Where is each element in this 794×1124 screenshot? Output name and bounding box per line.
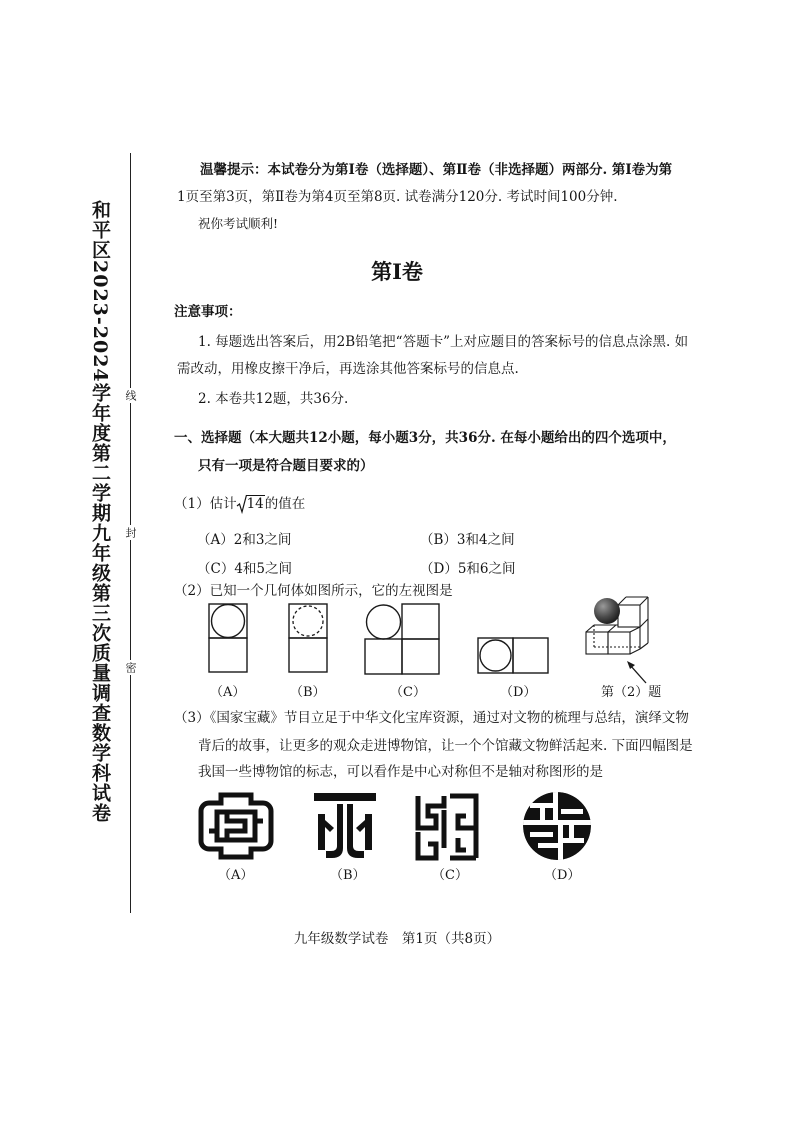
- notice-item-2: 2. 本卷共12题，共36分.: [198, 391, 349, 407]
- tip-line-1: 温馨提示：本试卷分为第Ⅰ卷（选择题）、第Ⅱ卷（非选择题）两部分. 第Ⅰ卷为第: [200, 162, 673, 178]
- q3-label-c: （C）: [432, 868, 468, 883]
- q2-stem: （2）已知一个几何体如图所示，它的左视图是: [174, 583, 453, 599]
- notice-item-1-line-1: 1. 每题选出答案后，用2B铅笔把“答题卡”上对应题目的答案标号的信息点涂黑. 如: [198, 334, 689, 350]
- q1-stem: [174, 494, 305, 514]
- q3-line-3: 我国一些博物馆的标志，可以看作是中心对称但不是轴对称图形的是: [198, 764, 603, 780]
- page-footer: 九年级数学试卷 第1页（共8页）: [293, 931, 501, 947]
- q2-view-d[interactable]: [477, 637, 549, 675]
- q2-label-a: （A）: [210, 685, 246, 700]
- q2-figure-caption: 第（2）题: [601, 685, 662, 700]
- binding-label-xian: 线: [124, 390, 137, 401]
- q1-option-d[interactable]: （D）5和6之间: [420, 561, 516, 577]
- q3-label-b: （B）: [330, 868, 366, 883]
- spine-title: 和平区2023-2024学年度第二学期九年级第三次质量调查数学科试卷: [89, 200, 111, 823]
- binding-label-feng: 封: [124, 527, 137, 538]
- museum-logo-c[interactable]: [414, 792, 480, 862]
- q1-radicand: 14: [246, 496, 264, 512]
- q2-solid-figure: [580, 587, 672, 687]
- q1-option-c[interactable]: （C）4和5之间: [197, 561, 293, 577]
- q1-option-b[interactable]: （B）3和4之间: [420, 532, 515, 548]
- q1-suffix: 的值在: [264, 496, 306, 512]
- q3-label-a: （A）: [218, 868, 254, 883]
- q1-option-a[interactable]: （A）2和3之间: [197, 532, 292, 548]
- notice-item-1-line-2: 需改动，用橡皮擦干净后，再选涂其他答案标号的信息点.: [177, 361, 519, 377]
- museum-logo-a[interactable]: [197, 790, 275, 862]
- q3-line-2: 背后的故事，让更多的观众走进博物馆，让一个个馆藏文物鲜活起来. 下面四幅图是: [198, 738, 693, 754]
- q2-view-a[interactable]: [208, 603, 248, 673]
- museum-logo-d[interactable]: [520, 790, 594, 862]
- part1-heading-line-1: 一、选择题（本大题共12小题，每小题3分，共36分. 在每小题给出的四个选项中，: [174, 430, 676, 446]
- q3-label-d: （D）: [544, 868, 581, 883]
- sqrt-sign: [237, 494, 265, 514]
- tip-line-2: 1页至第3页，第Ⅱ卷为第4页至第8页. 试卷满分120分. 考试时间100分钟.: [177, 189, 618, 205]
- q2-view-c[interactable]: [364, 603, 440, 675]
- section-title: 第Ⅰ卷: [371, 259, 423, 284]
- tip-line-3: 祝你考试顺利!: [198, 216, 279, 231]
- q2-view-b[interactable]: [288, 603, 328, 673]
- q1-prefix: （1）估计: [174, 496, 237, 512]
- part1-heading-line-2: 只有一项是符合题目要求的）: [198, 458, 374, 474]
- q2-label-d: （D）: [500, 685, 537, 700]
- notice-heading: 注意事项：: [174, 304, 242, 320]
- binding-label-mi: 密: [124, 662, 137, 673]
- q3-line-1: （3）《国家宝藏》节目立足于中华文化宝库资源，通过对文物的梳理与总结，演绎文物: [174, 710, 689, 726]
- museum-logo-b[interactable]: [312, 790, 378, 862]
- q2-label-c: （C）: [390, 685, 426, 700]
- q2-label-b: （B）: [290, 685, 326, 700]
